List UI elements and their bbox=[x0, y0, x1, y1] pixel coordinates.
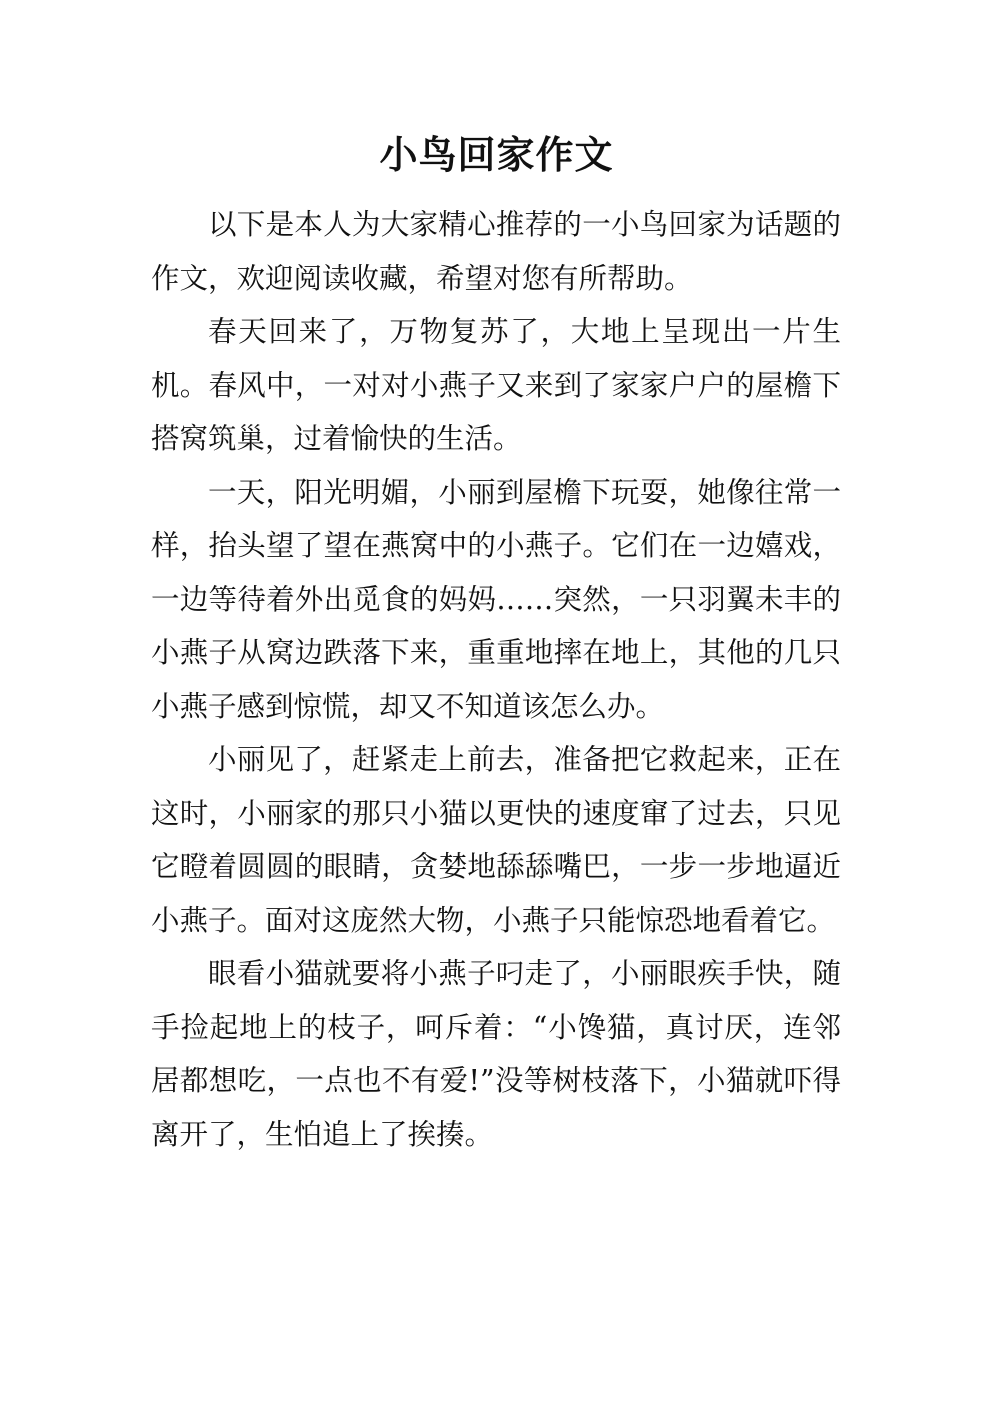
paragraph: 眼看小猫就要将小燕子叼走了，小丽眼疾手快，随手捡起地上的枝子，呵斥着：“小馋猫，真讨厌，连邻居都想吃，一点也不有爱!”没等树枝落下，小猫就吓得离开了，生怕追上了挨揍。 bbox=[151, 957, 841, 1151]
paragraph: 春天回来了，万物复苏了，大地上呈现出一片生机。春风中，一对对小燕子又来到了家家户户的屋檐下搭窝筑巢，过着愉快的生活。 bbox=[151, 315, 841, 455]
paragraph: 小丽见了，赶紧走上前去，准备把它救起来，正在这时，小丽家的那只小猫以更快的速度窜了过去，只见它瞪着圆圆的眼睛，贪婪地舔舔嘴巴，一步一步地逼近小燕子。面对这庞然大物，小燕子只能惊恐地看着它。 bbox=[151, 743, 841, 937]
document-body bbox=[151, 198, 841, 1161]
document-title: 小鸟回家作文 bbox=[379, 133, 614, 177]
paragraph: 一天，阳光明媚，小丽到屋檐下玩耍，她像往常一样，抬头望了望在燕窝中的小燕子。它们在一边嬉戏，一边等待着外出觅食的妈妈……突然，一只羽翼未丰的小燕子从窝边跌落下来，重重地摔在地上，其他的几只小燕子感到惊慌，却又不知道该怎么办。 bbox=[151, 475, 841, 723]
paragraph: 以下是本人为大家精心推荐的一小鸟回家为话题的作文，欢迎阅读收藏，希望对您有所帮助。 bbox=[151, 208, 841, 295]
